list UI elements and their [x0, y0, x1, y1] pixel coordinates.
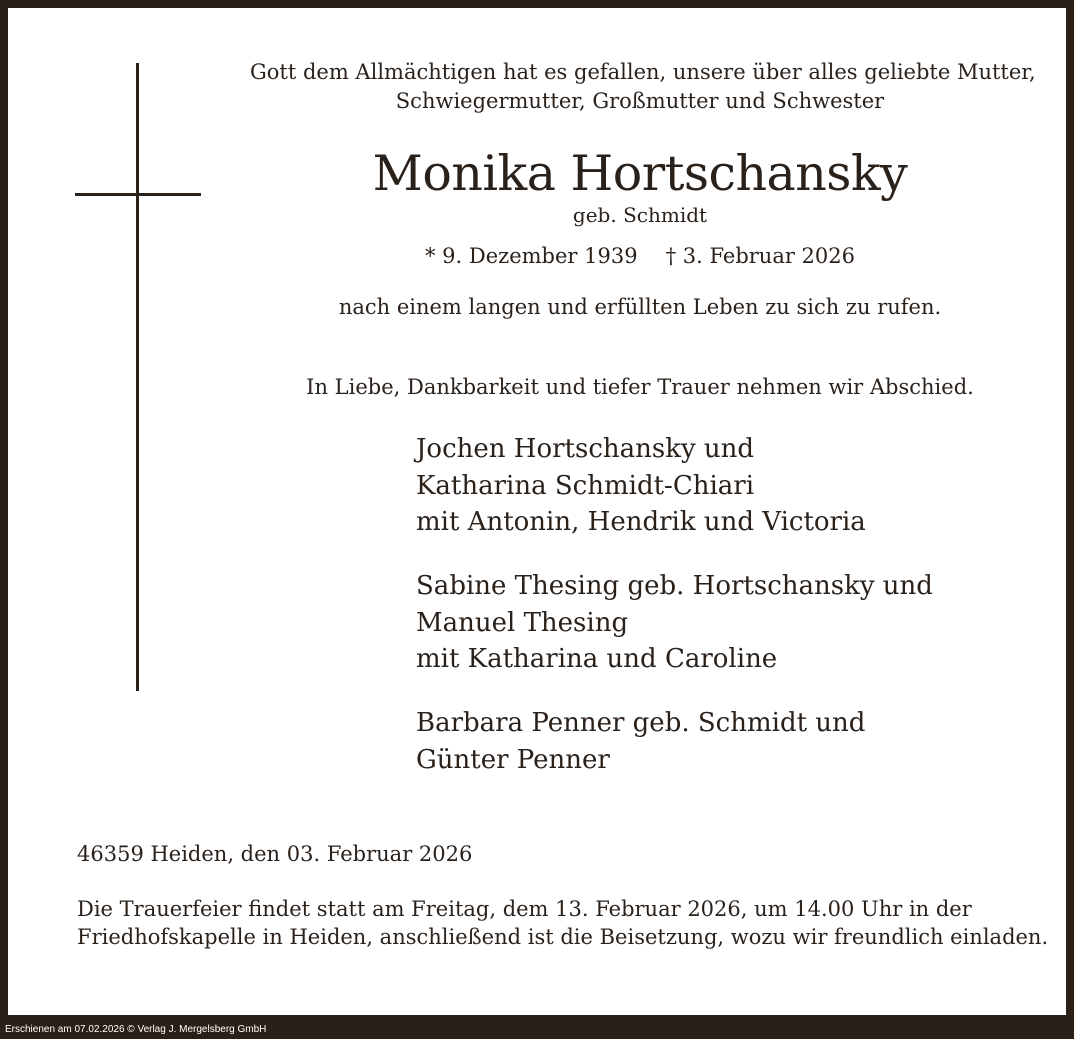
family-line: mit Katharina und Caroline — [416, 644, 778, 674]
intro-text — [250, 58, 1036, 116]
family-group-2 — [416, 568, 933, 678]
place-and-date: 46359 Heiden, den 03. Februar 2026 — [77, 842, 473, 866]
publication-note: Erschienen am 07.02.2026 © Verlag J. Mergelsberg GmbH — [5, 1024, 267, 1035]
cross-icon-vertical-bar — [136, 63, 139, 691]
family-line: mit Antonin, Hendrik und Victoria — [416, 507, 866, 537]
intro-line-2: Schwiegermutter, Großmutter und Schwester — [395, 89, 885, 113]
death-date: † 3. Februar 2026 — [665, 244, 855, 268]
intro-line-1: Gott dem Allmächtigen hat es gefallen, unsere über alles geliebte Mutter, — [250, 60, 1036, 84]
ceremony-line-1: Die Trauerfeier findet statt am Freitag, dem 13. Februar 2026, um 14.00 Uhr in der — [77, 897, 972, 921]
family-line: Günter Penner — [416, 744, 610, 775]
family-line: Sabine Thesing geb. Hortschansky und — [416, 571, 933, 601]
deceased-name: Monika Hortschansky — [372, 145, 908, 202]
funeral-ceremony-info — [77, 895, 1048, 951]
family-group-3 — [416, 705, 865, 778]
farewell-text: In Liebe, Dankbarkeit und tiefer Trauer nehmen wir Abschied. — [306, 375, 974, 399]
called-home-text: nach einem langen und erfüllten Leben zu sich zu rufen. — [338, 295, 942, 319]
life-dates — [250, 242, 1030, 270]
birth-date: * 9. Dezember 1939 — [424, 244, 638, 268]
ceremony-line-2: Friedhofskapelle in Heiden, anschließend ist die Beisetzung, wozu wir freundlich einladen. — [77, 925, 1049, 949]
birth-name: geb. Schmidt — [572, 203, 708, 227]
family-line: Jochen Hortschansky und — [416, 434, 755, 464]
family-group-1 — [416, 431, 866, 541]
family-line: Manuel Thesing — [416, 607, 629, 638]
family-line: Barbara Penner geb. Schmidt und — [416, 708, 866, 738]
family-line: Katharina Schmidt-Chiari — [416, 470, 755, 501]
cross-icon-horizontal-bar — [75, 193, 201, 196]
